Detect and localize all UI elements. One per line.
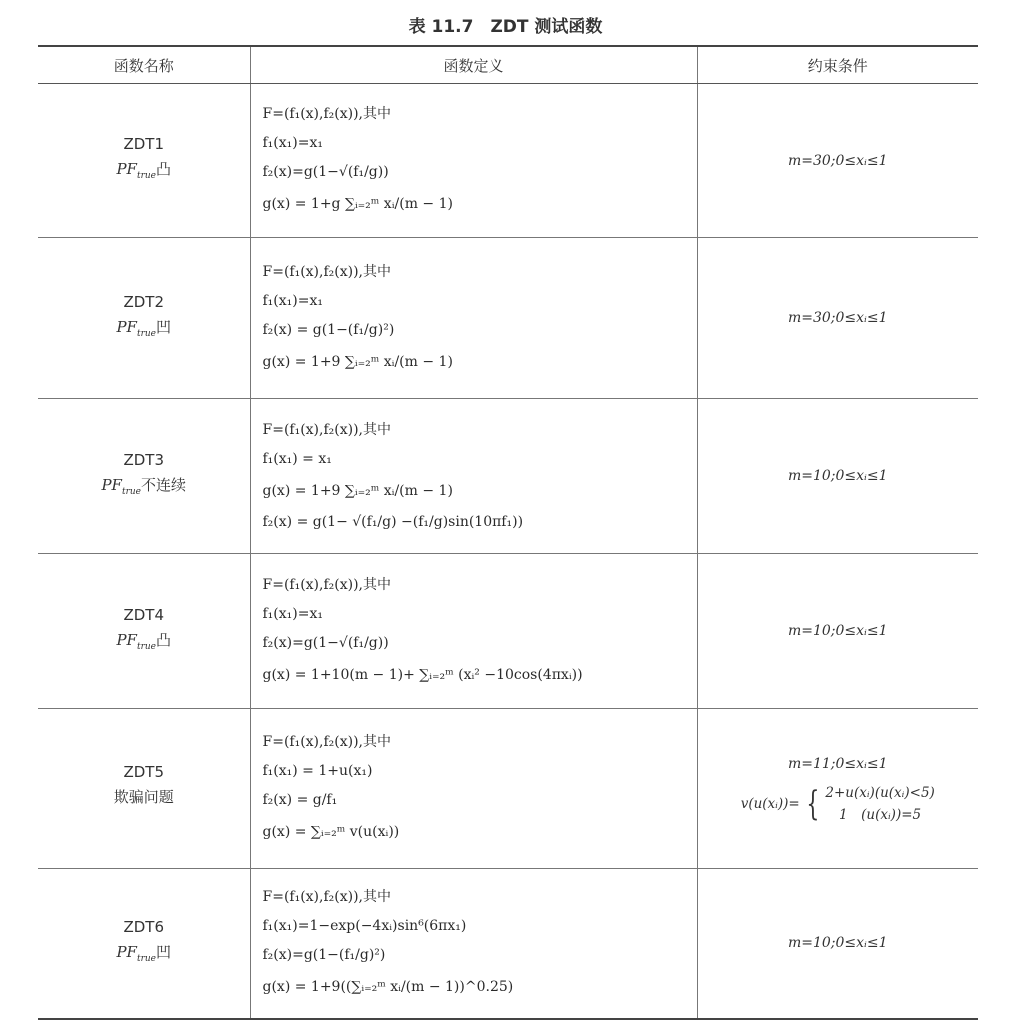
definition-line: f₁(x₁)=x₁ [262, 135, 323, 151]
definition-line: g(x) = 1+g ∑ᵢ₌₂ᵐ xᵢ/(m − 1) [262, 196, 453, 212]
definition-line: f₂(x)=g(1−√(f₁/g)) [262, 634, 389, 651]
constraint-cell [697, 84, 978, 238]
constraint-text: m=10;0≤xᵢ≤1 [787, 468, 888, 484]
definition-line: f₁(x₁) = 1+u(x₁) [262, 763, 373, 779]
brace-icon: { [806, 783, 820, 824]
pf-type: $PF_{true}$凹 [116, 317, 172, 339]
table-row [38, 869, 978, 1019]
constraint-text: m=10;0≤xᵢ≤1 [787, 935, 888, 952]
definition-line: g(x) = 1+9 ∑ᵢ₌₂ᵐ xᵢ/(m − 1) [262, 482, 453, 499]
pf-type: $PF_{true}$凸 [116, 630, 172, 652]
function-name-cell [38, 238, 250, 399]
function-name: ZDT4 [123, 605, 165, 624]
definition-line: F=(f₁(x),f₂(x)),其中 [262, 421, 391, 438]
pf-type: $PF_{true}$不连续 [101, 475, 187, 497]
definition-line: f₂(x)=g(1−(f₁/g)²) [262, 946, 386, 963]
definition-cell [250, 869, 697, 1019]
function-name: ZDT2 [123, 292, 165, 311]
definition-line: g(x) = 1+10(m − 1)+ ∑ᵢ₌₂ᵐ (xᵢ² −10cos(4πxᵢ)) [262, 666, 583, 683]
function-name-cell [38, 84, 250, 238]
function-name-cell [38, 709, 250, 869]
constraint-text: m=30;0≤xᵢ≤1 [787, 152, 888, 169]
function-name: ZDT5 [123, 763, 165, 781]
pf-type: 欺骗问题 [113, 788, 174, 806]
constraint-cell [697, 399, 978, 554]
definition-line: F=(f₁(x),f₂(x)),其中 [262, 106, 391, 122]
v-function [698, 782, 979, 826]
constraint-text: m=10;0≤xᵢ≤1 [787, 623, 888, 639]
function-name-cell [38, 869, 250, 1019]
pf-type: $PF_{true}$凹 [116, 942, 172, 964]
table-row [38, 709, 978, 869]
definition-line: g(x) = ∑ᵢ₌₂ᵐ v(u(xᵢ)) [262, 824, 400, 840]
function-name: ZDT3 [123, 450, 165, 469]
definition-line: F=(f₁(x),f₂(x)),其中 [262, 734, 391, 750]
definition-line: f₂(x) = g(1− √(f₁/g) −(f₁/g)sin(10πf₁)) [262, 513, 524, 530]
header-row [38, 46, 978, 84]
definition-line: F=(f₁(x),f₂(x)),其中 [262, 888, 391, 905]
constraint-text: m=11;0≤xᵢ≤1 [787, 755, 888, 772]
table-row [38, 399, 978, 554]
v-case-2: 1 (u(xᵢ))=5 [839, 806, 922, 823]
definition-line: F=(f₁(x),f₂(x)),其中 [262, 576, 391, 593]
definition-line: g(x) = 1+9 ∑ᵢ₌₂ᵐ xᵢ/(m − 1) [262, 353, 453, 370]
function-name: ZDT6 [123, 917, 165, 936]
definition-line: F=(f₁(x),f₂(x)),其中 [262, 263, 391, 280]
constraint-cell [697, 554, 978, 709]
definition-line: f₁(x₁)=x₁ [262, 605, 323, 622]
definition-line: f₂(x) = g(1−(f₁/g)²) [262, 321, 395, 338]
definition-cell [250, 709, 697, 869]
definition-line: f₁(x₁)=x₁ [262, 292, 323, 309]
table-row [38, 84, 978, 238]
table-row [38, 554, 978, 709]
constraint-text: m=30;0≤xᵢ≤1 [787, 310, 888, 326]
definition-cell [250, 554, 697, 709]
definition-line: f₁(x₁) = x₁ [262, 450, 332, 467]
header-name: 函数名称 [38, 46, 250, 84]
definition-line: f₂(x)=g(1−√(f₁/g)) [262, 164, 389, 180]
definition-line: f₂(x) = g/f₁ [262, 792, 338, 808]
definition-line: g(x) = 1+9((∑ᵢ₌₂ᵐ xᵢ/(m − 1))^0.25) [262, 978, 514, 995]
constraint-cell [697, 869, 978, 1019]
header-constraint: 约束条件 [697, 46, 978, 84]
pf-type: $PF_{true}$凸 [116, 160, 172, 181]
constraint-cell [697, 238, 978, 399]
definition-cell [250, 238, 697, 399]
zdt-table [38, 45, 978, 1020]
function-name: ZDT1 [123, 135, 165, 153]
definition-cell [250, 84, 697, 238]
function-name-cell [38, 399, 250, 554]
table-caption: 表 11.7 ZDT 测试函数 [408, 17, 603, 37]
definition-line: f₁(x₁)=1−exp(−4xᵢ)sin⁶(6πx₁) [262, 917, 467, 934]
table-row [38, 238, 978, 399]
constraint-cell [697, 709, 978, 869]
function-name-cell [38, 554, 250, 709]
definition-cell [250, 399, 697, 554]
v-case-1: 2+u(xᵢ)(u(xᵢ)<5) [825, 784, 935, 801]
header-definition: 函数定义 [250, 46, 697, 84]
v-function-lhs: v(u(xᵢ))= [740, 795, 800, 812]
